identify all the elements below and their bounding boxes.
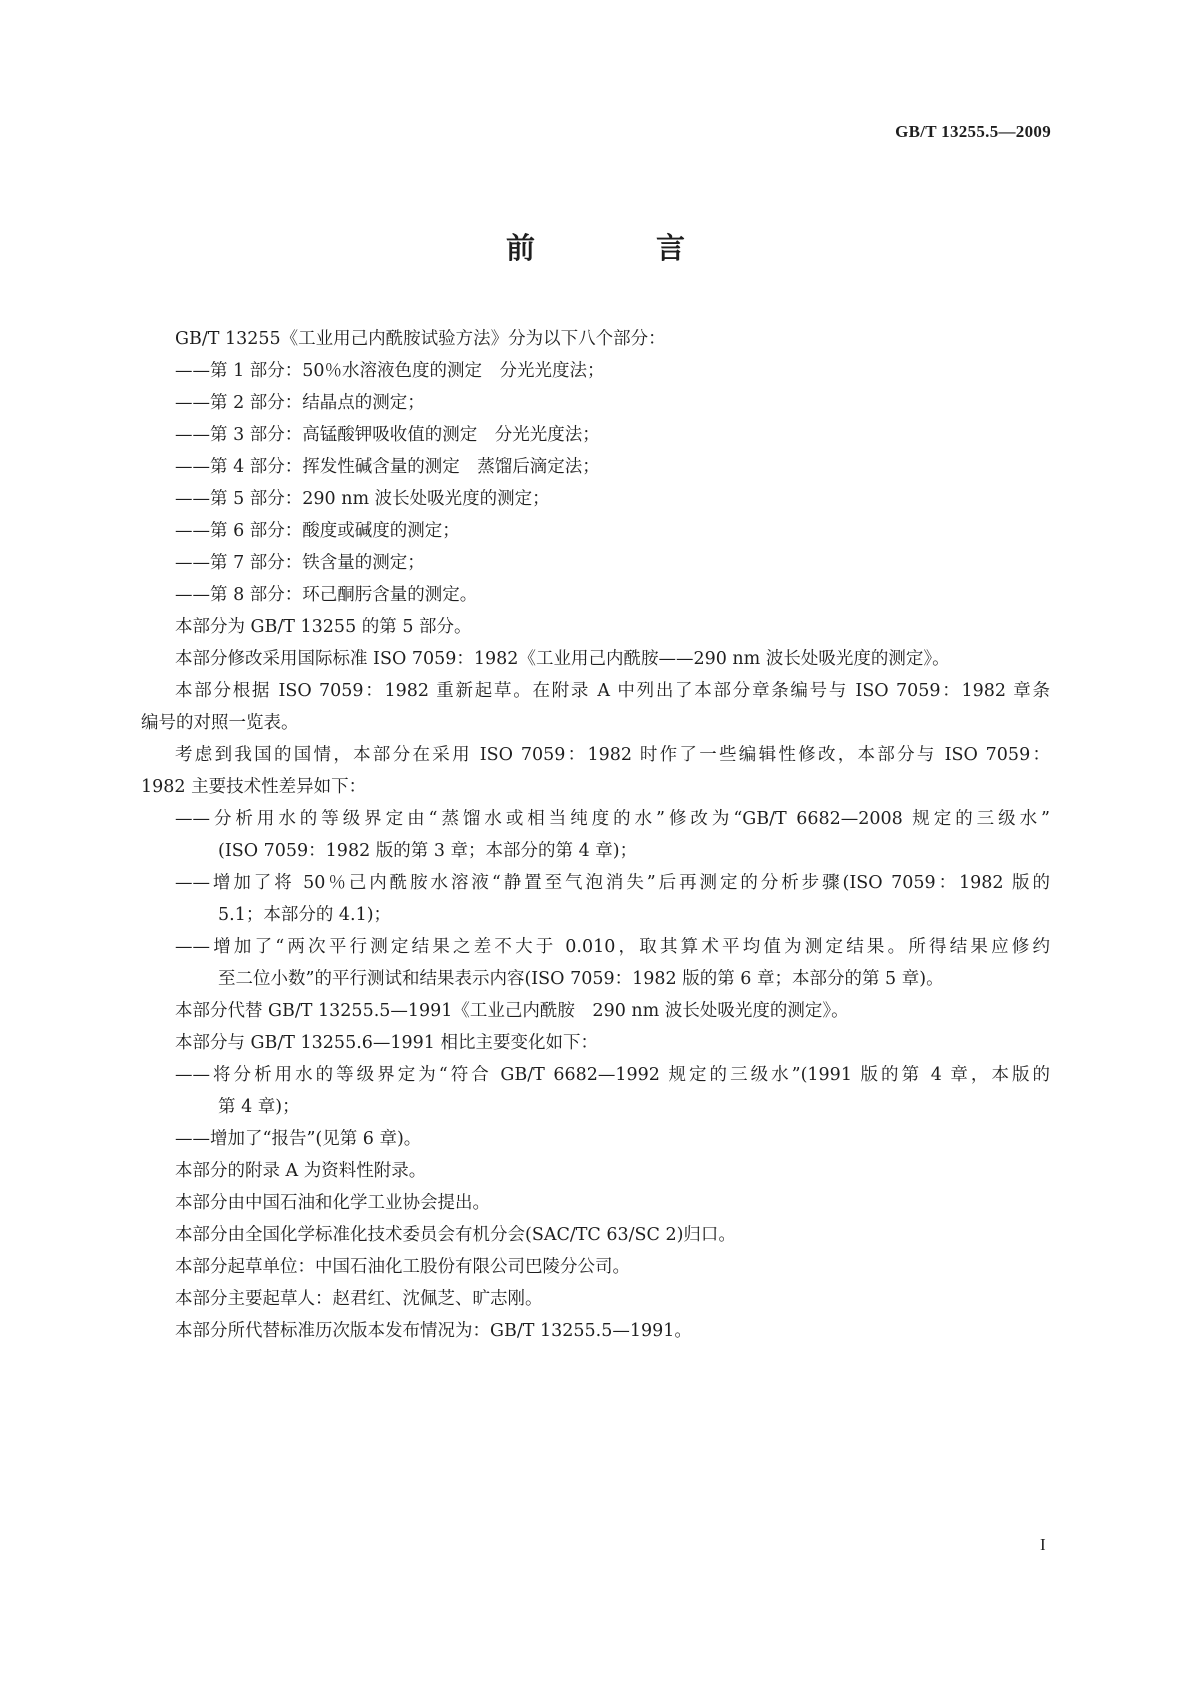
paragraph-continuation: 编号的对照一览表。 [141,713,299,733]
paragraph-line: 本部分为 GB/T 13255 的第 5 部分。 [175,617,472,637]
part-list-item: ——第 6 部分：酸度或碱度的测定； [175,521,460,541]
difference-item-continuation: (ISO 7059：1982 版的第 3 章；本部分的第 4 章)； [218,841,638,861]
paragraph-continuation: 1982 主要技术性差异如下： [141,777,367,797]
part-list-item: ——第 3 部分：高锰酸钾吸收值的测定 分光光度法； [175,425,600,445]
intro-line: GB/T 13255《工业用己内酰胺试验方法》分为以下八个部分： [175,329,666,349]
paragraph-line: 本部分与 GB/T 13255.6—1991 相比主要变化如下： [175,1033,598,1053]
difference-item: ——增加了将 50％己内酰胺水溶液“静置至气泡消失”后再测定的分析步骤(ISO 7059：1982 版的 [175,873,1050,893]
part-list-item: ——第 7 部分：铁含量的测定； [175,553,425,573]
page-title: 前 言 [505,231,731,265]
difference-item-continuation: 至二位小数”的平行测试和结果表示内容(ISO 7059：1982 版的第 6 章；本部分的第 5 章)。 [218,969,944,989]
paragraph-line: 考虑到我国的国情，本部分在采用 ISO 7059：1982 时作了一些编辑性修改，本部分与 ISO 7059： [175,745,1050,765]
part-list-item: ——第 5 部分：290 nm 波长处吸光度的测定； [175,489,550,509]
paragraph-line: 本部分起草单位：中国石油化工股份有限公司巴陵分公司。 [175,1257,630,1277]
part-list-item: ——第 2 部分：结晶点的测定； [175,393,425,413]
part-list-item: ——第 4 部分：挥发性碱含量的测定 蒸馏后滴定法； [175,457,600,477]
page-number: I [1040,1535,1046,1554]
difference-item: ——增加了“两次平行测定结果之差不大于 0.010，取其算术平均值为测定结果。所得结果应修约 [175,937,1050,957]
change-item: ——增加了“报告”(见第 6 章)。 [175,1129,422,1149]
paragraph-line: 本部分修改采用国际标准 ISO 7059：1982《工业用己内酰胺——290 nm 波长处吸光度的测定》。 [175,649,950,669]
paragraph-line: 本部分主要起草人：赵君红、沈佩芝、旷志刚。 [175,1289,543,1309]
difference-item: ——分析用水的等级界定由“蒸馏水或相当纯度的水”修改为“GB/T 6682—2008 规定的三级水” [175,809,1050,829]
part-list-item: ——第 8 部分：环己酮肟含量的测定。 [175,585,478,605]
paragraph-line: 本部分根据 ISO 7059：1982 重新起草。在附录 A 中列出了本部分章条编号与 ISO 7059：1982 章条 [175,681,1050,701]
foreword-body [141,323,1050,1347]
part-list-item: ——第 1 部分：50％水溶液色度的测定 分光光度法； [175,361,605,381]
paragraph-line: 本部分由中国石油和化学工业协会提出。 [175,1193,490,1213]
paragraph-line: 本部分由全国化学标准化技术委员会有机分会(SAC/TC 63/SC 2)归口。 [175,1225,736,1245]
standard-code: GB/T 13255.5—2009 [895,122,1051,141]
paragraph-line: 本部分代替 GB/T 13255.5—1991《工业己内酰胺 290 nm 波长处吸光度的测定》。 [175,1001,849,1021]
change-item: ——将分析用水的等级界定为“符合 GB/T 6682—1992 规定的三级水”(1991 版的第 4 章，本版的 [175,1065,1050,1085]
difference-item-continuation: 5.1；本部分的 4.1)； [218,905,392,925]
paragraph-line: 本部分所代替标准历次版本发布情况为：GB/T 13255.5—1991。 [175,1321,692,1341]
paragraph-line: 本部分的附录 A 为资料性附录。 [175,1161,427,1181]
change-item-continuation: 第 4 章)； [218,1097,300,1117]
